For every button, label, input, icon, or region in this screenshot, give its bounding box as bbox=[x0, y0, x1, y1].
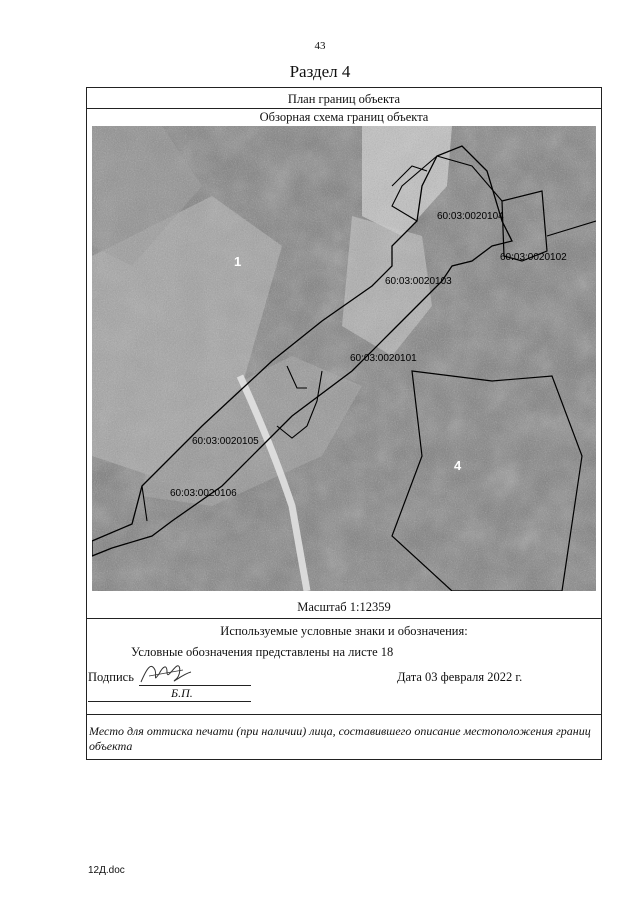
zone-label: 4 bbox=[454, 458, 462, 473]
signature-initials: Б.П. bbox=[171, 686, 193, 700]
plan-table bbox=[86, 87, 602, 760]
stamp-note: Место для оттиска печати (при наличии) лица, составившего описание местоположения границ объекта bbox=[89, 724, 591, 753]
parcel-label: 60:03:0020102 bbox=[500, 252, 567, 263]
footer-file-name: 12Д.doc bbox=[88, 865, 125, 876]
signature-label: Подпись bbox=[88, 670, 134, 684]
handwritten-signature bbox=[137, 658, 197, 688]
map-scale: Масштаб 1:12359 bbox=[297, 600, 391, 614]
parcel-label: 60:03:0020104 bbox=[437, 211, 504, 222]
map-canvas bbox=[92, 126, 596, 591]
row-divider bbox=[87, 714, 601, 715]
parcel-label: 60:03:0020106 bbox=[170, 488, 237, 499]
zone-label: 1 bbox=[234, 254, 242, 269]
image-grain bbox=[92, 126, 596, 591]
signature-line bbox=[88, 701, 251, 702]
parcel-label: 60:03:0020101 bbox=[350, 353, 417, 364]
parcel-label: 60:03:0020105 bbox=[192, 436, 259, 447]
plan-header: План границ объекта bbox=[287, 92, 401, 106]
signature-line bbox=[139, 685, 251, 686]
signature-date: Дата 03 февраля 2022 г. bbox=[397, 670, 523, 684]
section-title: Раздел 4 bbox=[289, 62, 351, 81]
overview-map bbox=[92, 126, 596, 591]
legend-note: Условные обозначения представлены на листе 18 bbox=[131, 645, 394, 659]
page-number: 43 bbox=[314, 40, 326, 52]
legend-title: Используемые условные знаки и обозначения: bbox=[220, 624, 468, 638]
parcel-label: 60:03:0020103 bbox=[385, 276, 452, 287]
overview-header: Обзорная схема границ объекта bbox=[259, 110, 429, 124]
row-divider bbox=[87, 108, 601, 109]
row-divider bbox=[87, 618, 601, 619]
